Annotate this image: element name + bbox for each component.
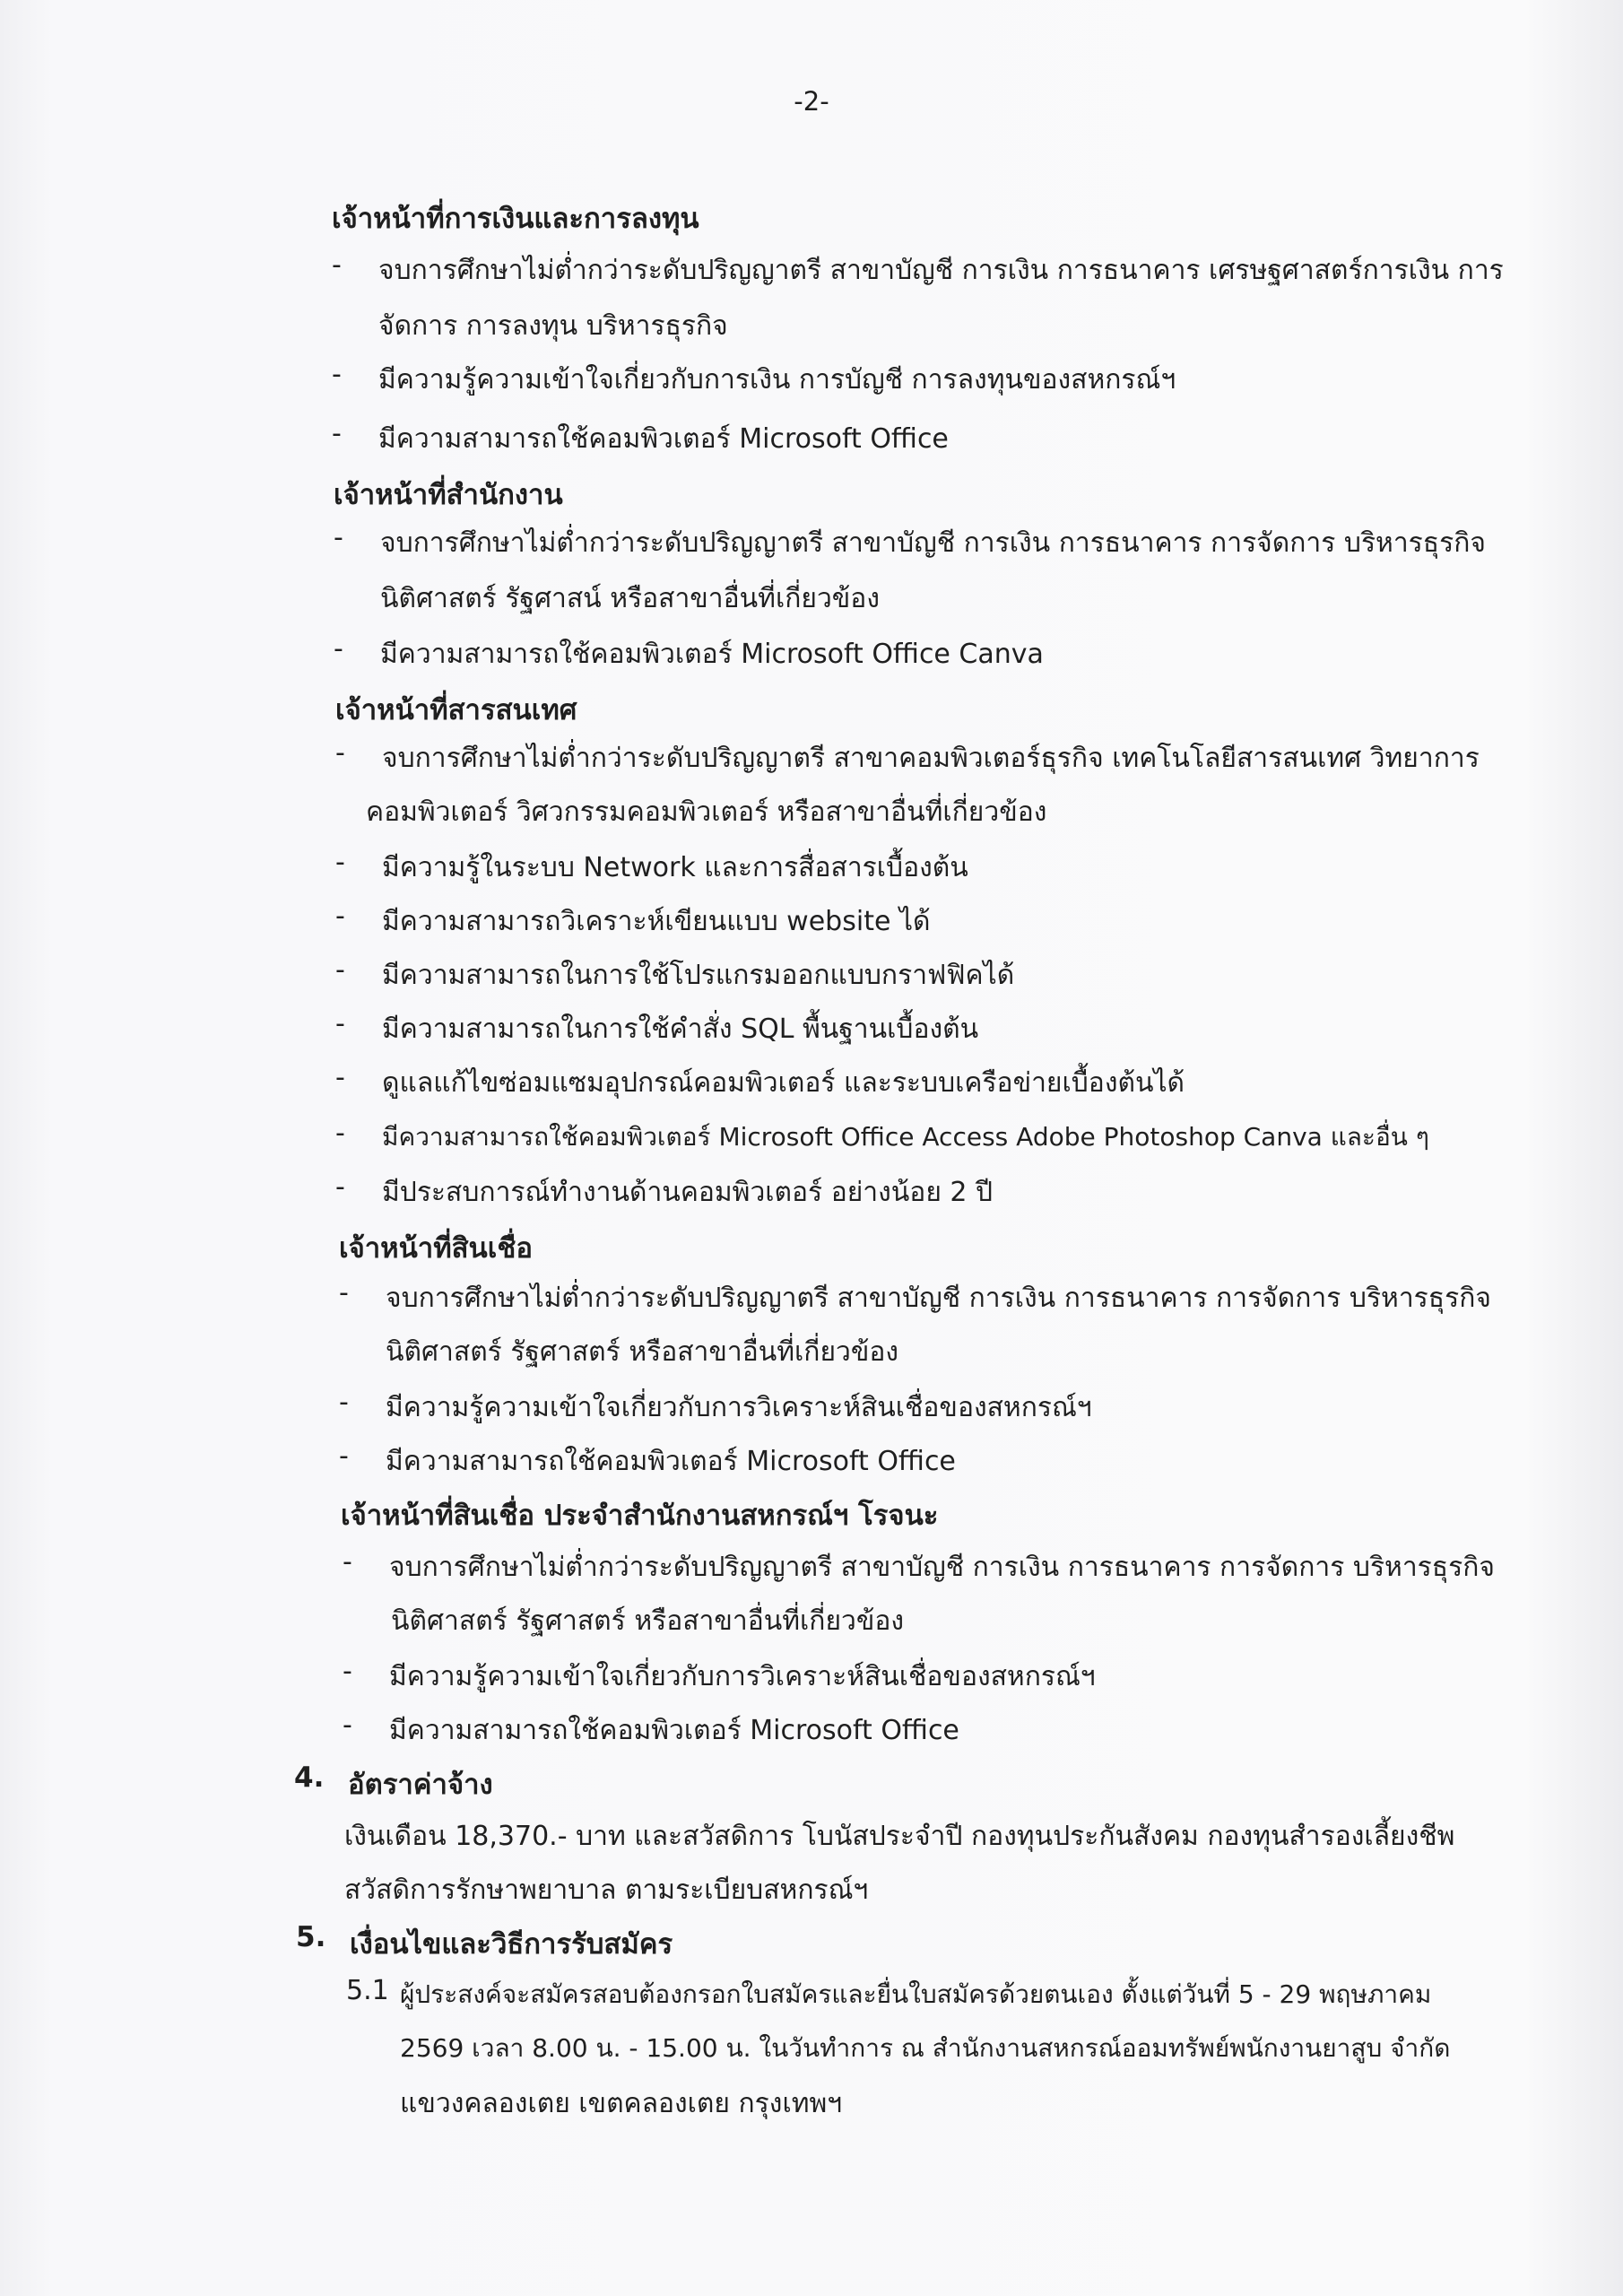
list-item [335,1171,993,1213]
bullet-dash: - [335,1062,345,1093]
list-item-continuation: นิติศาสตร์ รัฐศาสตร์ หรือสาขาอื่นที่เกี่ยวข้อง [391,1605,905,1637]
list-item [332,418,949,460]
section-title: เจ้าหน้าที่สำนักงาน [334,479,563,511]
bullet-dash: - [343,1656,352,1687]
list-item [334,633,1044,675]
heading-number: 4. [294,1761,325,1794]
list-item-text: จบการศึกษาไม่ต่ำกว่าระดับปริญญาตรี สาขาบัญชี การเงิน การธนาคาร การจัดการ บริหารธุรกิจ [389,1552,1495,1583]
list-item-text: มีความสามารถวิเคราะห์เขียนแบบ website ได้ [382,906,931,937]
list-item [343,1656,1096,1698]
list-item-continuation: จัดการ การลงทุน บริหารธุรกิจ [378,310,728,342]
section-title: เจ้าหน้าที่การเงินและการลงทุน [332,203,699,235]
list-item [343,1709,959,1752]
list-item [332,249,1504,291]
list-item-text: มีความสามารถใช้คอมพิวเตอร์ Microsoft Office [378,423,949,455]
section-title: เจ้าหน้าที่สารสนเทศ [335,694,577,726]
bullet-dash: - [332,418,342,449]
bullet-dash: - [339,1277,349,1309]
bullet-dash: - [335,1171,345,1203]
section-title: เจ้าหน้าที่สินเชื่อ [339,1232,534,1265]
list-item-continuation: นิติศาสตร์ รัฐศาสตร์ หรือสาขาอื่นที่เกี่ยวข้อง [386,1336,899,1368]
list-item-text: ดูแลแก้ไขซ่อมแซมอุปกรณ์คอมพิวเตอร์ และระบบเครือข่ายเบื้องต้นได้ [382,1067,1185,1099]
list-item-text: มีความรู้ความเข้าใจเกี่ยวกับการวิเคราะห์สินเชื่อของสหกรณ์ฯ [386,1392,1092,1423]
list-item-text: มีความสามารถในการใช้คำสั่ง SQL พื้นฐานเบื้องต้น [382,1013,979,1045]
bullet-dash: - [343,1546,352,1578]
list-item-text: มีประสบการณ์ทำงานด้านคอมพิวเตอร์ อย่างน้อย 2 ปี [382,1177,994,1208]
list-item [339,1277,1491,1319]
page-number: -2- [794,86,829,117]
list-item-continuation: นิติศาสตร์ รัฐศาสน์ หรือสาขาอื่นที่เกี่ยวข้อง [380,583,880,614]
list-item [335,900,931,943]
list-item-text: มีความสามารถใช้คอมพิวเตอร์ Microsoft Office Canva [380,639,1044,670]
bullet-dash: - [334,522,343,553]
list-item-text: มีความรู้ในระบบ Network และการสื่อสารเบื้องต้น [382,852,968,883]
bullet-dash: - [335,900,345,932]
list-item-text: จบการศึกษาไม่ต่ำกว่าระดับปริญญาตรี สาขาบัญชี การเงิน การธนาคาร การจัดการ บริหารธุรกิจ [386,1283,1491,1314]
list-item-text: มีความรู้ความเข้าใจเกี่ยวกับการเงิน การบัญชี การลงทุนของสหกรณ์ฯ [378,364,1176,396]
list-item [343,1546,1495,1588]
list-item-text: จบการศึกษาไม่ต่ำกว่าระดับปริญญาตรี สาขาบัญชี การเงิน การธนาคาร เศรษฐศาสตร์การเงิน การ [378,255,1504,286]
heading-text: อัตราค่าจ้าง [348,1769,493,1801]
bullet-dash: - [332,249,342,281]
list-item-text: จบการศึกษาไม่ต่ำกว่าระดับปริญญาตรี สาขาบัญชี การเงิน การธนาคาร การจัดการ บริหารธุรกิจ [380,527,1486,559]
heading-number: 5. [296,1921,326,1953]
bullet-dash: - [335,954,345,986]
bullet-dash: - [343,1709,352,1741]
bullet-dash: - [335,737,345,769]
wage-heading [294,1761,493,1806]
application-heading [296,1921,673,1966]
bullet-dash: - [335,1008,345,1039]
subitem-number: 5.1 [346,1975,389,2006]
wage-line: สวัสดิการรักษาพยาบาล ตามระเบียบสหกรณ์ฯ [344,1874,869,1906]
bullet-dash: - [335,1118,345,1149]
bullet-dash: - [339,1387,349,1418]
list-item-text: มีความรู้ความเข้าใจเกี่ยวกับการวิเคราะห์สินเชื่อของสหกรณ์ฯ [389,1661,1096,1692]
list-item [335,1118,1429,1157]
list-item-text: มีความสามารถใช้คอมพิวเตอร์ Microsoft Office [386,1446,956,1477]
list-item-text: จบการศึกษาไม่ต่ำกว่าระดับปริญญาตรี สาขาคอมพิวเตอร์ธุรกิจ เทคโนโลยีสารสนเทศ วิทยาการ [382,743,1480,774]
bullet-dash: - [332,359,342,390]
list-item [332,359,1176,401]
subitem-text: ผู้ประสงค์จะสมัครสอบต้องกรอกใบสมัครและยื่นใบสมัครด้วยตนเอง ตั้งแต่วันที่ 5 - 29 พฤษภาคม [400,1979,1432,2009]
wage-line: เงินเดือน 18,370.- บาท และสวัสดิการ โบนัสประจำปี กองทุนประกันสังคม กองทุนสำรองเลี้ยงชีพ [344,1821,1455,1852]
bullet-dash: - [334,633,343,665]
bullet-dash: - [339,1440,349,1472]
section-title: เจ้าหน้าที่สินเชื่อ ประจำสำนักงานสหกรณ์ฯ โรจนะ [341,1500,939,1532]
application-subitem [346,1975,1431,2014]
list-item-continuation: คอมพิวเตอร์ วิศวกรรมคอมพิวเตอร์ หรือสาขาอื่นที่เกี่ยวข้อง [366,796,1047,828]
application-line: 2569 เวลา 8.00 น. - 15.00 น. ในวันทำการ ณ สำนักงานสหกรณ์ออมทรัพย์พนักงานยาสูบ จำกัด [400,2033,1451,2063]
list-item [335,737,1480,779]
bullet-dash: - [335,847,345,878]
list-item-text: มีความสามารถใช้คอมพิวเตอร์ Microsoft Office Access Adobe Photoshop Canva และอื่น ๆ [382,1122,1429,1152]
list-item [335,1008,978,1050]
heading-text: เงื่อนไขและวิธีการรับสมัคร [350,1928,673,1961]
list-item [335,1062,1185,1104]
application-line: แขวงคลองเตย เขตคลองเตย กรุงเทพฯ [400,2088,843,2119]
list-item-text: มีความสามารถใช้คอมพิวเตอร์ Microsoft Office [389,1715,959,1746]
list-item-text: มีความสามารถในการใช้โปรแกรมออกแบบกราฟฟิคได้ [382,960,1015,991]
list-item [339,1387,1092,1429]
list-item [339,1440,956,1483]
list-item [335,847,968,889]
list-item [334,522,1486,564]
list-item [335,954,1014,996]
